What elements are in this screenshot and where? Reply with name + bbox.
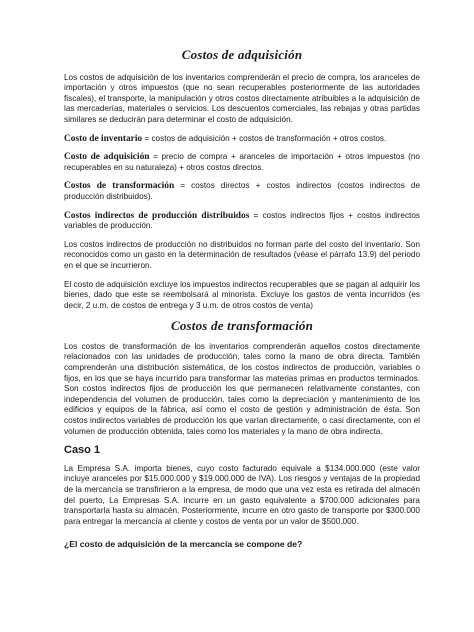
definition-term: Costo de adquisición: [64, 152, 150, 163]
definition-text: = precio de compra + aranceles de importación + otros impuestos (no recuperables en su naturaleza) + otros costos directos.: [64, 152, 420, 172]
intro-paragraph: Los costos de adquisición de los inventarios comprenderán el precio de compra, los aranceles de importación y otros impuestos (que no sean recuperables posteriormente de las autoridades fiscales), el transporte, la manipulación y otros costos directamente atribuibles a la adquisición de las mercaderías, materiales o servicios. Los descuentos comerciales, las rebajas y otras partidas similares se deducirán para determinar el costo de adquisición.: [64, 72, 420, 124]
definition-term: Costos de transformación: [64, 181, 175, 192]
definition-costos-transformacion: [64, 181, 420, 202]
definition-text: = costos directos + costos indirectos (costos indirectos de producción distribuidos).: [64, 181, 420, 201]
definition-text: = costos indirectos fijos + costos indirectos variables de producción.: [64, 210, 420, 231]
section-title-costos-adquisicion: Costos de adquisición: [181, 47, 303, 62]
paragraph-excluye-impuestos: El costo de adquisición excluye los impuestos indirectos recuperables que se pagan al adquirir los bienes, dado que este se reembolsará al minorista. Excluye los gastos de venta incurridos (es decir, 2 u.m. de costos de entrega y 3 u.m. de otros costos de venta): [64, 279, 420, 310]
definition-term: Costos indirectos de producción distribuidos: [64, 210, 250, 221]
case-question: ¿El costo de adquisición de la mercancía se compone de?: [64, 539, 303, 550]
case-paragraph: La Empresa S.A. importa bienes, cuyo costo facturado equivale a $134.000.000 (este valor incluye aranceles por $15.000.000 y $19.000.000 de IVA). Los riesgos y ventajas de la propiedad de la mercancía se transfirieron a la empresa, de modo que una vez esta es retirada del almacén del puerto, La Empresas S.A. incurre en un gasto equivalente a $700.000 adicionales para transportarla hasta su almacén. Posteriormente, incurre en otro gasto de transporte por $300.000 para entregar la mercancía al cliente y costos de venta por un valor de $500.000.: [64, 463, 420, 526]
definition-term: Costo de inventario: [64, 133, 143, 144]
definition-costos-indirectos: [64, 211, 420, 232]
case-heading: Caso 1: [64, 444, 101, 457]
definition-costo-inventario: [64, 134, 420, 145]
definition-text: = costos de adquisición + costos de transformación + otros costos.: [142, 133, 387, 143]
definition-costo-adquisicion: [64, 152, 420, 173]
section-title-costos-transformacion: Costos de transformación: [170, 318, 314, 334]
paragraph-transformacion: Los costos de transformación de los inventarios comprenderán aquellos costos directamente relacionados con las unidades de producción, tales como la mano de obra directa. También comprenderán una distribución sistemática, de los costos indirectos de producción, variables o fijos, en los que se haya incurrido para transformar las materias primas en productos terminados. Son costos indirectos fijos de producción los que permanecen relativamente constantes, con independencia del volumen de producción, tales como la depreciación y mantenimiento de los edificios y equipos de la fábrica, así como el costo de gestión y administración de ésta. Son costos indirectos variables de producción los que varían directamente, o casi directamente, con el volumen de producción obtenida, tales como los materiales y la mano de obra indirecta.: [64, 341, 420, 436]
paragraph-no-distribuidos: Los costos indirectos de producción no distribuidos no forman parte del costo del inventario. Son reconocidos como un gasto en la determinación de resultados (véase el párrafo 13.9) del periodo en el que se incurrieron.: [64, 239, 420, 270]
